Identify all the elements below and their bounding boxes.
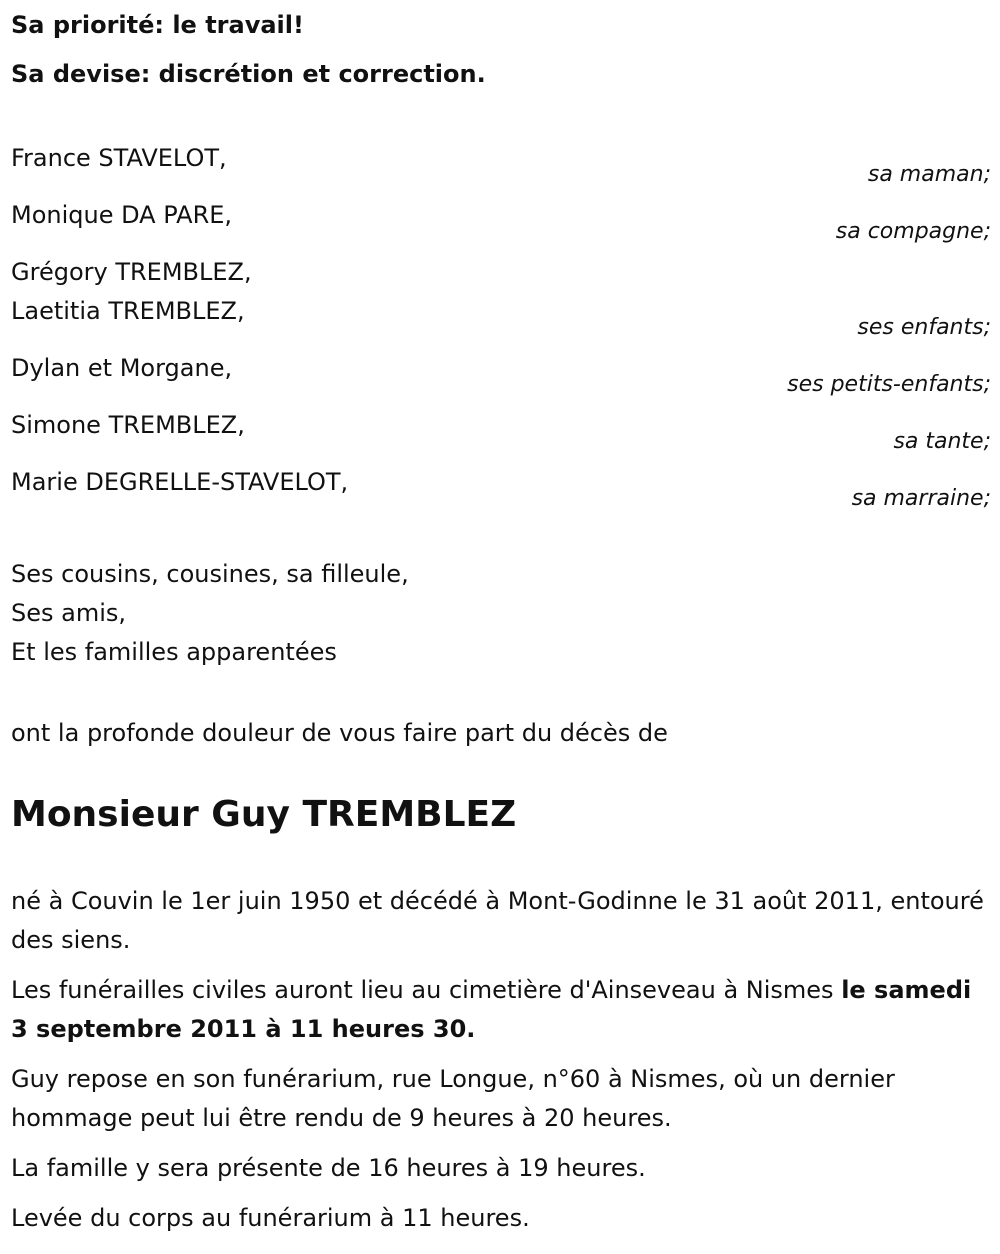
family-member-relation: ses petits-enfants; [787, 372, 991, 397]
family-member [11, 196, 991, 244]
other-relatives-line: Ses cousins, cousines, sa filleule, [11, 560, 409, 588]
other-relatives-line: Ses amis, [11, 599, 127, 627]
family-member [11, 139, 991, 187]
family-member-name: Grégory TREMBLEZ, [11, 258, 252, 286]
family-member-relation: sa maman; [867, 162, 991, 187]
family-member-name: Dylan et Morgane, [11, 354, 233, 382]
family-member-name: Monique DA PARE, [11, 201, 233, 229]
funeral-text: Les funérailles civiles auront lieu au cimetière d'Ainseveau à Nismes [11, 976, 842, 1004]
rest-text: Guy repose en son funérarium, rue Longue, n°60 à Nismes, où un dernier hommage peut lui être rendu de 9 heures à 20 heures. [11, 1065, 895, 1132]
family-member [11, 463, 991, 511]
motto-priority: Sa priorité: le travail! [11, 11, 304, 39]
family-presence-text: La famille y sera présente de 16 heures à 19 heures. [11, 1154, 646, 1182]
family-member-name: Laetitia TREMBLEZ, [11, 297, 245, 325]
birth-death-text: né à Couvin le 1er juin 1950 et décédé à Mont-Godinne le 31 août 2011, entouré des siens. [11, 887, 984, 954]
family-member [11, 253, 991, 340]
family-member-name: Simone TREMBLEZ, [11, 411, 245, 439]
obituary-page [11, 0, 991, 1254]
motto-device: Sa devise: discrétion et correction. [11, 60, 486, 88]
family-member-name: Marie DEGRELLE-STAVELOT, [11, 468, 349, 496]
family-member [11, 406, 991, 454]
deceased-name: Monsieur Guy TREMBLEZ [11, 794, 517, 835]
family-member-name: France STAVELOT, [11, 144, 227, 172]
announcement: ont la profonde douleur de vous faire part du décès de [11, 719, 668, 747]
family-member-relation: ses enfants; [857, 315, 991, 340]
other-relatives [11, 555, 409, 672]
family-member-relation: sa compagne; [835, 219, 991, 244]
removal-text: Levée du corps au funérarium à 11 heures. [11, 1204, 530, 1232]
family-member [11, 349, 991, 397]
family-member-relation: sa marraine; [851, 486, 991, 511]
funeral-date: le samedi 3 septembre 2011 à 11 heures 30. [11, 976, 972, 1043]
funeral-details [11, 882, 991, 1249]
family-member-relation: sa tante; [893, 429, 991, 454]
funeral-paragraph [11, 971, 991, 1049]
other-relatives-line: Et les familles apparentées [11, 638, 337, 666]
family-list [11, 139, 991, 520]
